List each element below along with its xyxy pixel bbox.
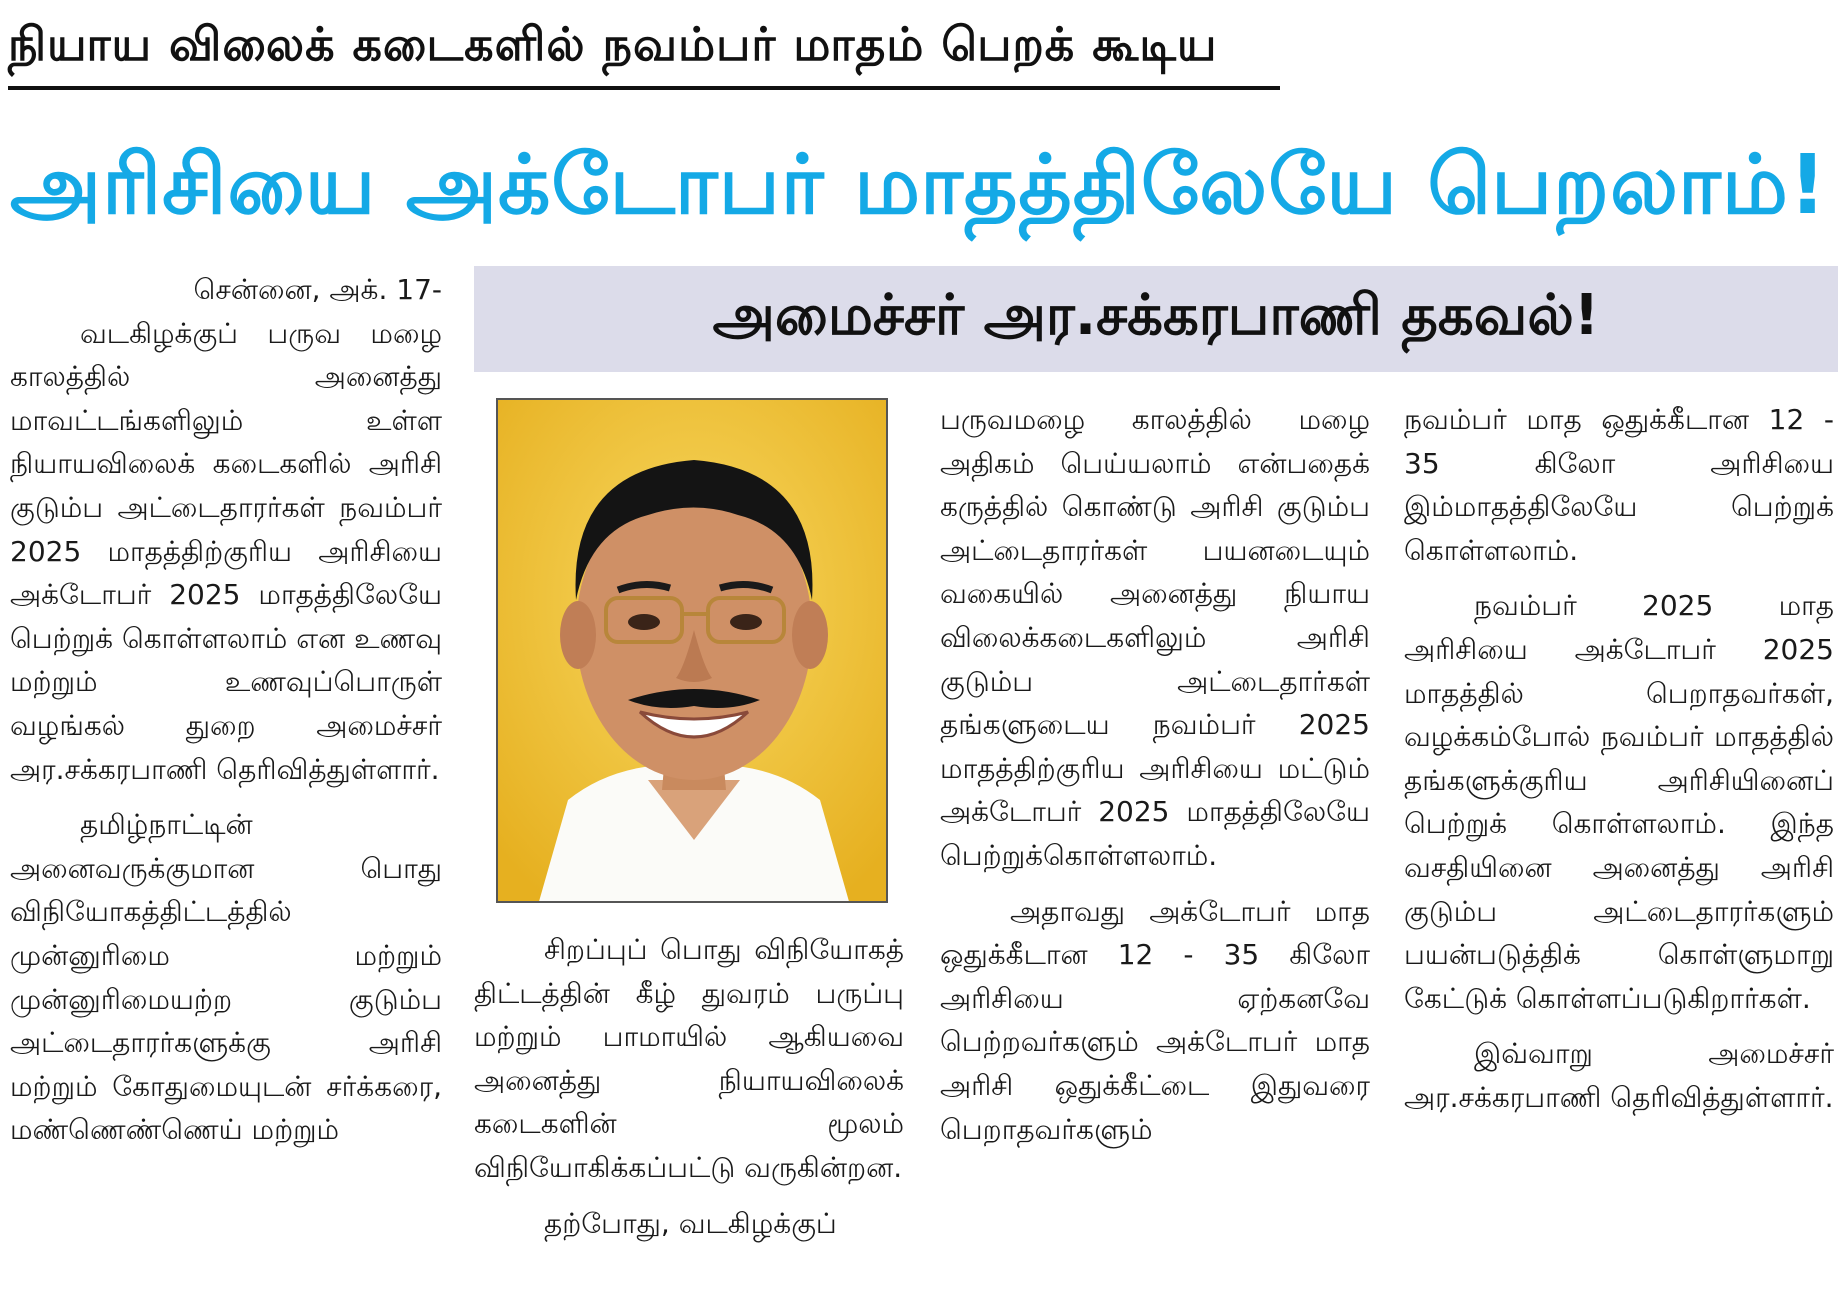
- dateline: சென்னை, அக். 17-: [193, 273, 442, 306]
- kicker-underline: [8, 86, 1280, 90]
- subheadline-band: [474, 266, 1838, 372]
- article-column-3: [940, 398, 1370, 1298]
- article-paragraph: வடகிழக்குப் பருவ மழை காலத்தில் அனைத்து மாவட்டங்களிலும் உள்ள நியாயவிலைக் கடைகளில் அரிசி குடும்ப அட்டைதாரர்கள் நவம்பர் 2025 மாதத்திற்குரிய அரிசியை அக்டோபர் 2025 மாதத்திலேயே பெற்றுக் கொள்ளலாம் என உணவு மற்றும் உணவுப்பொருள் வழங்கல் துறை அமைச்சர் அர.சக்கரபாணி தெரிவித்துள்ளார்.: [10, 316, 442, 786]
- article-paragraph: அதாவது அக்டோபர் மாத ஒதுக்கீடான 12 - 35 கிலோ அரிசியை ஏற்கனவே பெற்றவர்களும் அக்டோபர் மாத அரிசி ஒதுக்கீட்டை இதுவரை பெறாதவர்களும்: [940, 894, 1370, 1146]
- main-headline: அரிசியை அக்டோபர் மாதத்திலேயே பெறலாம்!: [10, 138, 1828, 233]
- kicker-headline: நியாய விலைக் கடைகளில் நவம்பர் மாதம் பெறக் கூடிய: [8, 17, 1218, 71]
- minister-photo: [496, 398, 888, 903]
- article-paragraph: தற்போது, வடகிழக்குப்: [544, 1206, 837, 1240]
- article-paragraph: இவ்வாறு அமைச்சர் அர.சக்கரபாணி தெரிவித்துள்ளார்.: [1404, 1037, 1834, 1114]
- article-column-1: [10, 268, 442, 1298]
- article-paragraph: நவம்பர் 2025 மாத அரிசியை அக்டோபர் 2025 மாதத்தில் பெறாதவர்கள், வழக்கம்போல் நவம்பர் மாதத்தில் தங்களுக்குரிய அரிசியினைப் பெற்றுக் கொள்ளலாம். இந்த வசதியினை அனைத்து அரிசி குடும்ப அட்டைதாரர்களும் பயன்படுத்திக் கொள்ளுமாறு கேட்டுக் கொள்ளப்படுகிறார்கள்.: [1404, 589, 1834, 1015]
- article-paragraph: தமிழ்நாட்டின் அனைவருக்குமான பொது விநியோகத்திட்டத்தில் முன்னுரிமை மற்றும் முன்னுரிமையற்ற குடும்ப அட்டைதாரர்களுக்கு அரிசி மற்றும் கோதுமையுடன் சர்க்கரை, மண்ணெண்ணெய் மற்றும்: [10, 808, 442, 1147]
- article-column-2: [474, 928, 904, 1298]
- article-column-4: [1404, 398, 1834, 1298]
- article-paragraph: பருவமழை காலத்தில் மழை அதிகம் பெய்யலாம் என்பதைக் கருத்தில் கொண்டு அரிசி குடும்ப அட்டைதாரர்கள் பயனடையும் வகையில் அனைத்து நியாய விலைக்கடைகளிலும் அரிசி குடும்ப அட்டைதார்கள் தங்களுடைய நவம்பர் 2025 மாதத்திற்குரிய அரிசியை மட்டும் அக்டோபர் 2025 மாதத்திலேயே பெற்றுக்கொள்ளலாம்.: [940, 403, 1370, 872]
- subheadline: அமைச்சர் அர.சக்கரபாணி தகவல்!: [712, 283, 1600, 348]
- portrait-illustration: [498, 400, 888, 903]
- article-paragraph: நவம்பர் மாத ஒதுக்கீடான 12 - 35 கிலோ அரிசியை இம்மாதத்திலேயே பெற்றுக் கொள்ளலாம்.: [1404, 403, 1834, 567]
- article-paragraph: சிறப்புப் பொது விநியோகத் திட்டத்தின் கீழ் துவரம் பருப்பு மற்றும் பாமாயில் ஆகியவை அனைத்து நியாயவிலைக் கடைகளின் மூலம் விநியோகிக்கப்பட்டு வருகின்றன.: [474, 933, 904, 1184]
